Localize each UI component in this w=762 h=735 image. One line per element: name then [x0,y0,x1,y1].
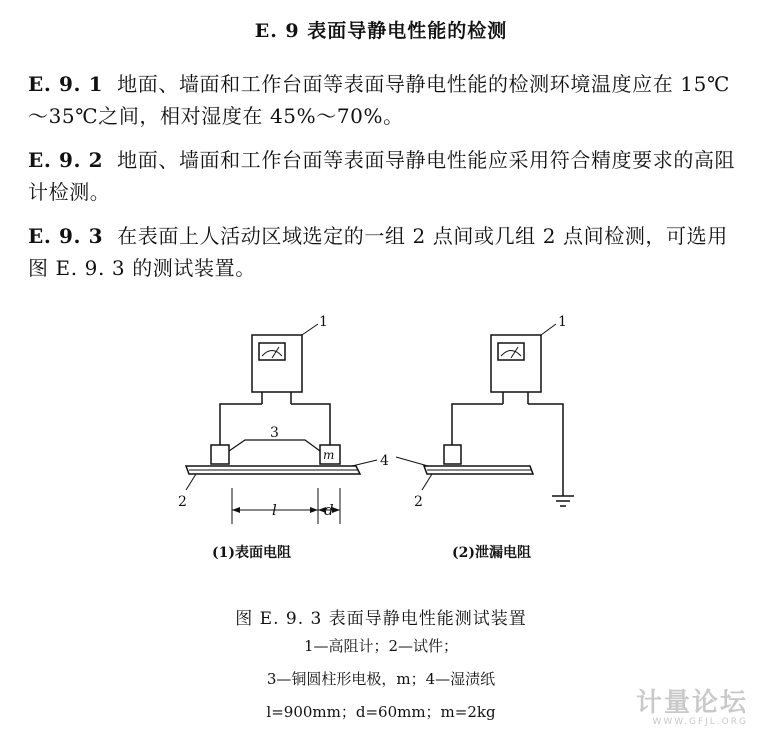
electrode [444,445,461,464]
paragraph-text: 地面、墙面和工作台面等表面导静电性能的检测环境温度应在 15℃～35℃之间，相对湿度在 45%～70%。 [28,72,730,128]
figure-legend-line: 3—铜圆柱形电极，m；4—湿渍纸 [266,670,496,688]
label-2-left: 2 [178,494,187,510]
watermark [636,689,748,727]
figure-legend-line: 1—高阻计；2—试件； [303,637,459,655]
leader-4-right [396,457,428,466]
leader-2-right [422,474,432,490]
label-3: 3 [270,425,279,441]
watermark-main: 计量论坛 [635,688,748,718]
watermark-url: WWW.GFJL.ORG [652,717,748,727]
label-4-left: 4 [380,453,389,469]
figure-caption: 图 E. 9. 3 表面导静电性能测试装置 [235,609,527,629]
leader-2-left [186,474,196,490]
surface-resistance-diagram [186,324,377,524]
label-d: d [324,501,334,519]
label-1-right: 1 [558,314,567,330]
paragraph-text: 地面、墙面和工作台面等表面导静电性能应采用符合精度要求的高阻计检测。 [28,148,736,204]
section-title: E. 9 表面导静电性能的检测 [254,20,508,42]
wire-to-electrode [452,404,503,445]
paragraph-e91 [28,68,738,132]
test-apparatus-figure [0,300,762,590]
leakage-resistance-diagram [396,324,574,506]
arrowhead [232,507,240,513]
label-2-right: 2 [414,494,423,510]
paragraph-number: E. 9. 2 [28,148,104,172]
wire-to-right-electrode [291,404,330,445]
figure-legend-line: l=900mm；d=60mm；m=2kg [266,703,496,721]
label-1-left: 1 [319,314,328,330]
paragraph-number: E. 9. 3 [28,224,104,248]
sub-caption-leakage-resistance: (2)泄漏电阻 [452,545,531,561]
label-l: l [272,501,277,519]
leader-4-left [352,460,377,466]
paragraph-e92 [28,144,738,208]
arrowhead [310,507,318,513]
leader-1-left [302,324,318,335]
label-m: m [323,448,335,462]
left-electrode [211,445,229,464]
paragraph-number: E. 9. 1 [28,72,104,96]
wire-to-left-electrode [220,404,262,445]
wet-paper-strip [229,440,320,451]
sub-caption-surface-resistance: (1)表面电阻 [212,545,291,561]
wire-to-ground [528,404,563,496]
leader-1-right [541,324,556,335]
paragraph-e93 [28,220,738,284]
paragraph-text: 在表面上人活动区域选定的一组 2 点间或几组 2 点间检测，可选用图 E. 9. 3 的测试装置。 [28,224,728,280]
